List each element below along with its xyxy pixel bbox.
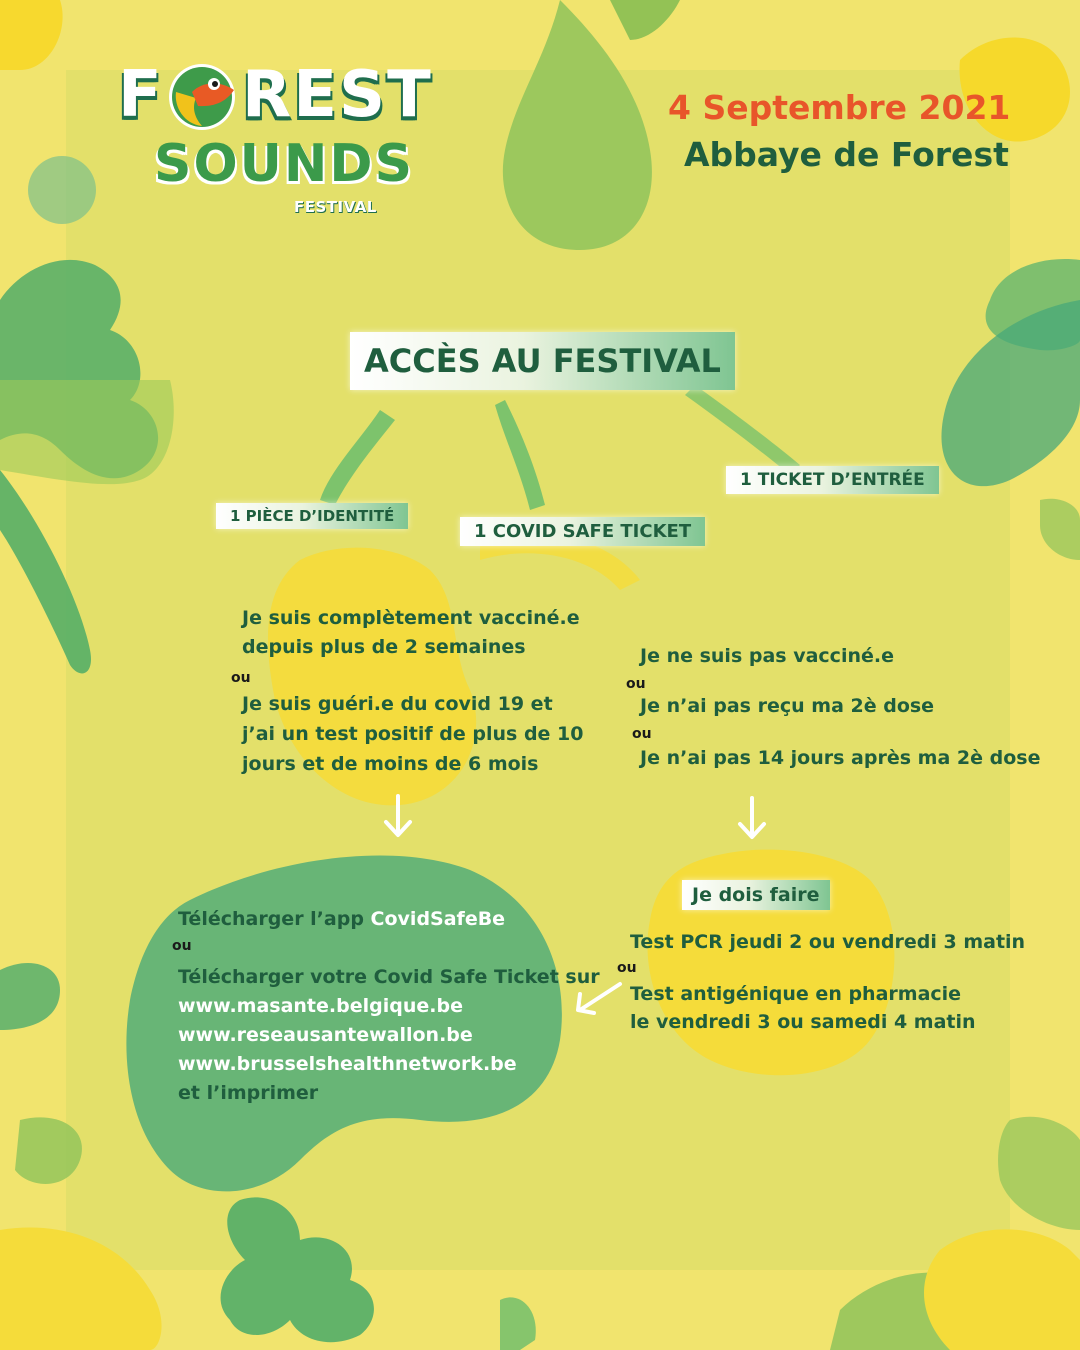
arrow-down-icon xyxy=(380,794,416,840)
logo-forest-f: F xyxy=(118,58,164,132)
or-connector: ou xyxy=(172,938,192,954)
or-connector: ou xyxy=(632,726,652,742)
right-condition-line-1: Je ne suis pas vacciné.e xyxy=(640,645,894,667)
left-condition-line-4: j’ai un test positif de plus de 10 xyxy=(242,723,584,745)
left-condition-line-2: depuis plus de 2 semaines xyxy=(242,636,526,658)
right-condition-line-2: Je n’ai pas reçu ma 2è dose xyxy=(640,695,935,717)
url-reseausantewallon[interactable]: www.reseausantewallon.be xyxy=(178,1024,473,1046)
festival-logo xyxy=(118,58,448,228)
must-do-label: Je dois faire xyxy=(682,880,830,910)
download-line-2: Télécharger votre Covid Safe Ticket sur xyxy=(178,966,600,988)
download-line-3: et l’imprimer xyxy=(178,1082,319,1104)
logo-sounds: SOUNDS xyxy=(154,134,415,194)
branch-covid-safe-ticket: 1 COVID SAFE TICKET xyxy=(460,517,705,546)
must-do-line-3: le vendredi 3 ou samedi 4 matin xyxy=(630,1011,976,1033)
left-condition-line-3: Je suis guéri.e du covid 19 et xyxy=(242,693,553,715)
toucan-icon xyxy=(164,62,240,132)
or-connector: ou xyxy=(231,670,251,686)
logo-festival: FESTIVAL xyxy=(294,198,377,216)
download-line-1 xyxy=(178,905,505,934)
url-brusselshealthnetwork[interactable]: www.brusselshealthnetwork.be xyxy=(178,1053,517,1075)
main-title: ACCÈS AU FESTIVAL xyxy=(350,332,735,390)
logo-forest-rest: REST xyxy=(242,58,433,132)
left-condition-line-1: Je suis complètement vacciné.e xyxy=(242,607,580,629)
event-date: 4 Septembre 2021 xyxy=(668,88,1011,127)
left-condition-line-5: jours et de moins de 6 mois xyxy=(242,753,539,775)
must-do-line-2: Test antigénique en pharmacie xyxy=(630,983,962,1005)
download-app-text: Télécharger l’app xyxy=(178,908,371,930)
arrow-down-icon xyxy=(734,796,770,842)
covidsafebe-app-name: CovidSafeBe xyxy=(370,908,506,930)
must-do-line-1: Test PCR jeudi 2 ou vendredi 3 matin xyxy=(630,931,1026,953)
branch-id-card: 1 PIÈCE D’IDENTITÉ xyxy=(216,503,408,529)
branch-entry-ticket: 1 TICKET D’ENTRÉE xyxy=(726,466,939,494)
or-connector: ou xyxy=(617,960,637,976)
url-masante[interactable]: www.masante.belgique.be xyxy=(178,995,463,1017)
right-condition-line-3: Je n’ai pas 14 jours après ma 2è dose xyxy=(640,747,1041,769)
or-connector: ou xyxy=(626,676,646,692)
event-venue: Abbaye de Forest xyxy=(684,135,1009,174)
